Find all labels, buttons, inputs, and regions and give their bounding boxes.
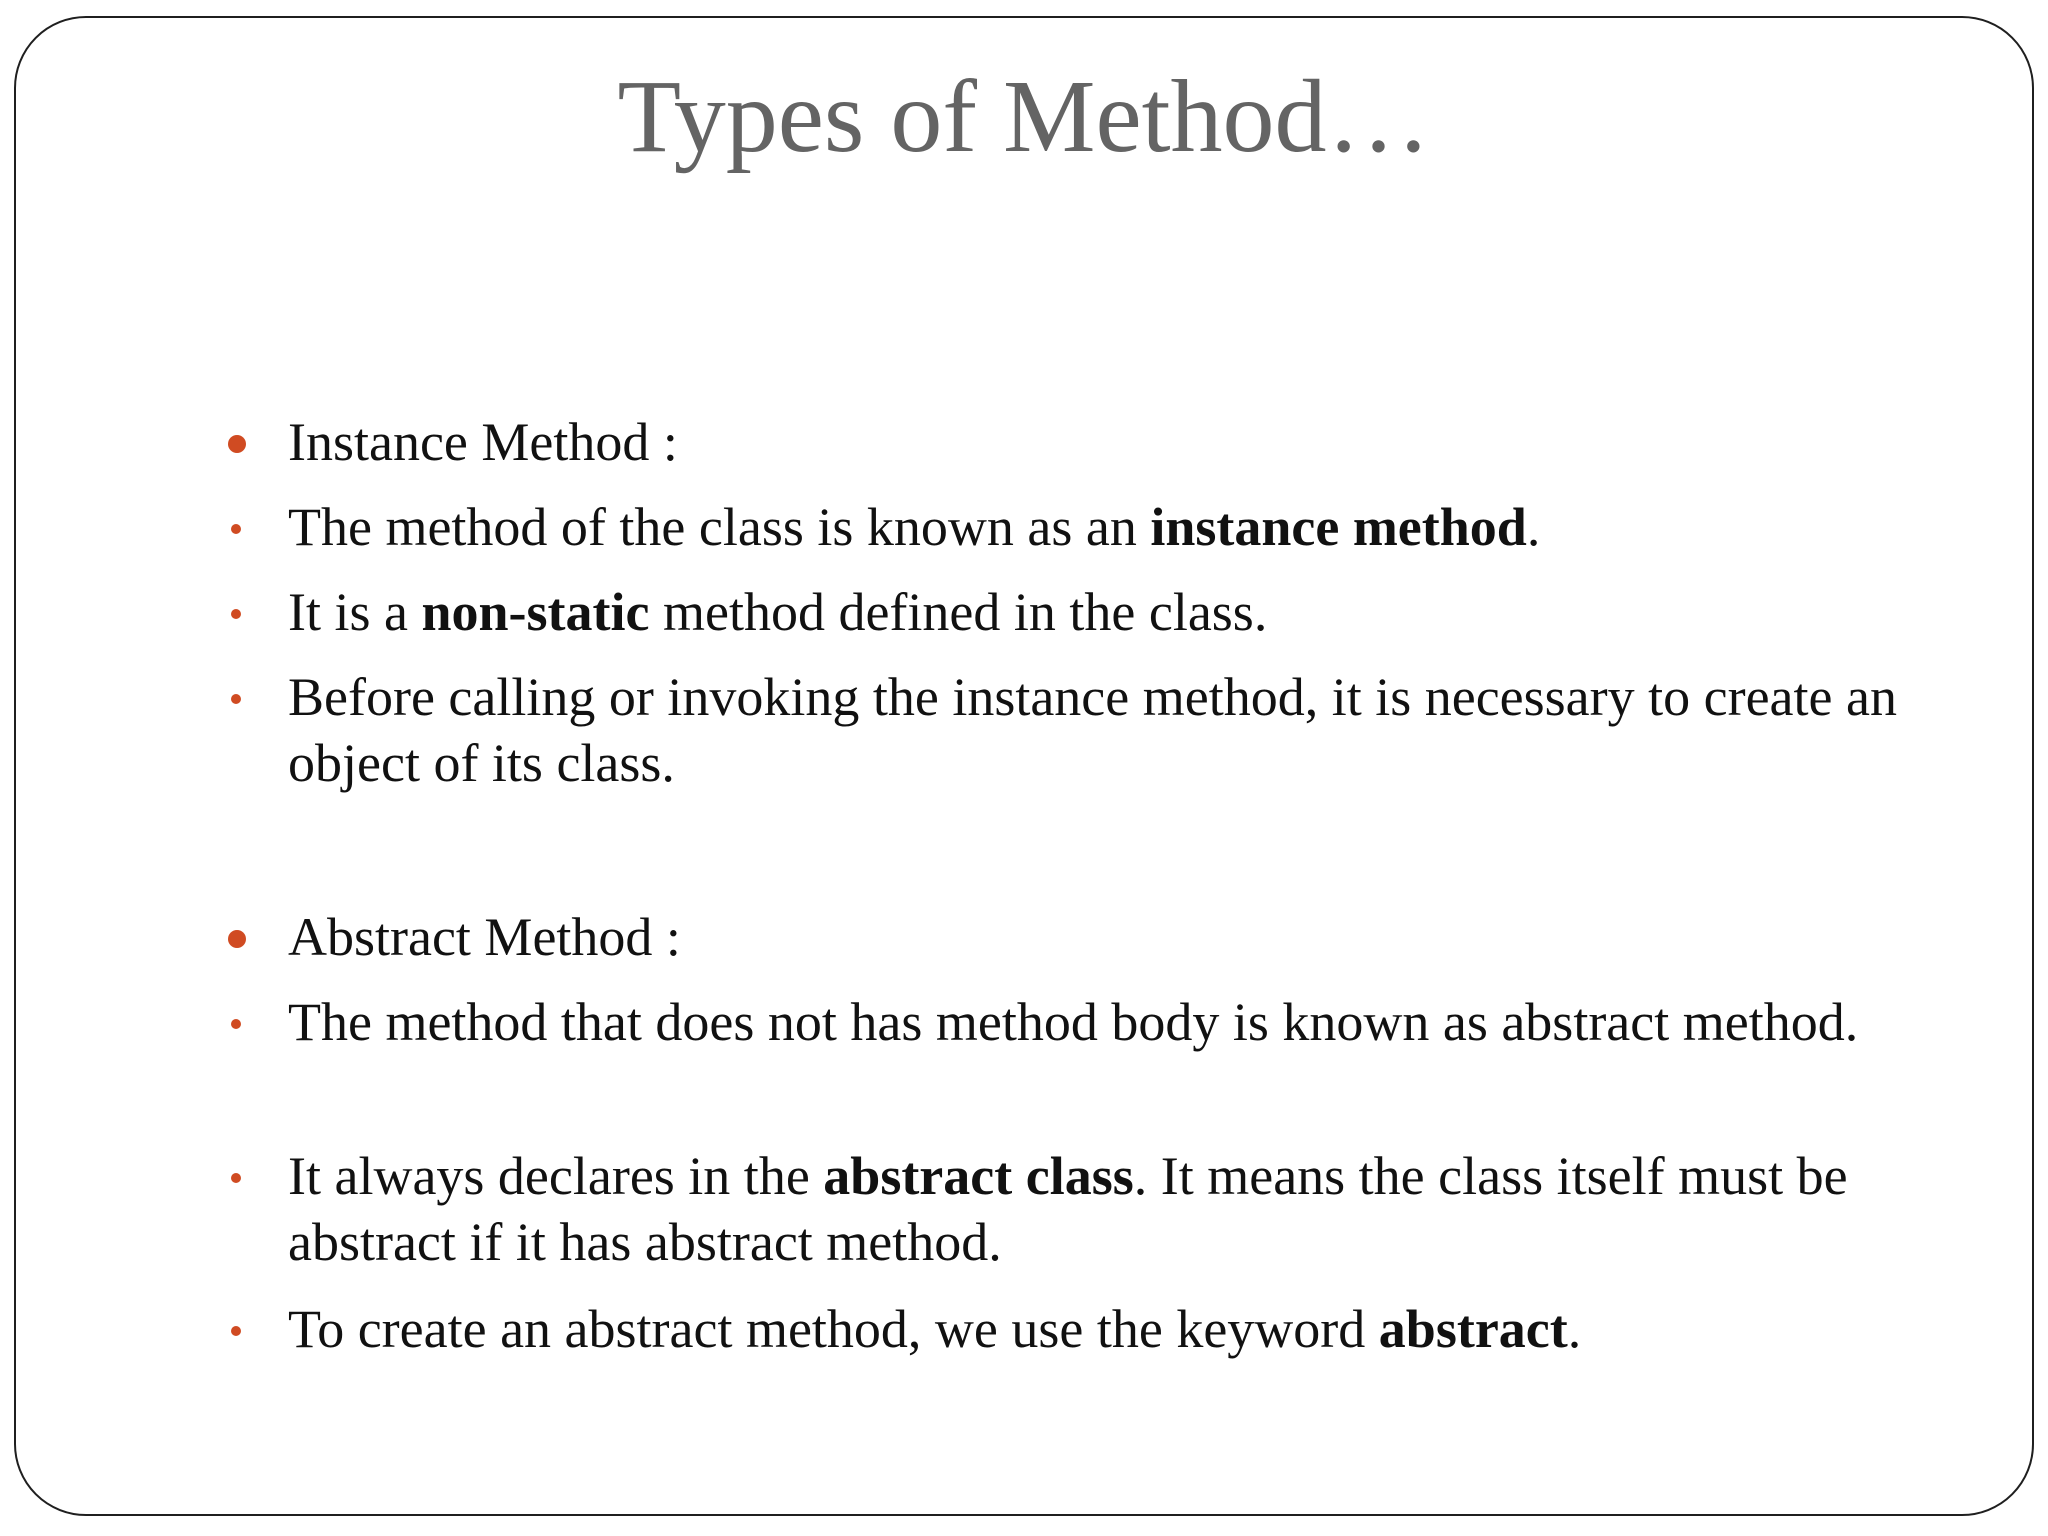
bullet-icon bbox=[222, 1296, 262, 1362]
bullet-text: It always declares in the abstract class. It means the class itself must be abstract if it has abstract method. bbox=[288, 1146, 1862, 1272]
bullet-icon bbox=[222, 1143, 262, 1209]
bullet-point-abstract-2 bbox=[288, 1143, 1948, 1275]
bullet-point-instance-3 bbox=[288, 664, 1948, 796]
section-heading-instance-method: Instance Method : bbox=[288, 409, 1948, 475]
bullet-point-abstract-3 bbox=[288, 1296, 1948, 1362]
bullet-text: The method that does not has method body is known as abstract method. bbox=[288, 992, 1859, 1052]
bullet-icon bbox=[222, 904, 262, 970]
slide-title: Types of Method… bbox=[617, 59, 1431, 174]
bullet-point-abstract-1 bbox=[288, 989, 1948, 1055]
bullet-text: To create an abstract method, we use the keyword abstract. bbox=[288, 1299, 1582, 1359]
bullet-point-instance-2 bbox=[288, 579, 1948, 645]
bullet-point-instance-1 bbox=[288, 494, 1948, 560]
bullet-text: The method of the class is known as an instance method. bbox=[288, 497, 1541, 557]
bullet-icon bbox=[222, 579, 262, 645]
bullet-text: Before calling or invoking the instance method, it is necessary to create an object of its class. bbox=[288, 667, 1897, 793]
section-heading-abstract-method: Abstract Method : bbox=[288, 904, 1948, 970]
bullet-icon bbox=[222, 409, 262, 475]
bullet-text: It is a non-static method defined in the class. bbox=[288, 582, 1268, 642]
bullet-icon bbox=[222, 494, 262, 560]
bullet-icon bbox=[222, 664, 262, 730]
bullet-icon bbox=[222, 989, 262, 1055]
